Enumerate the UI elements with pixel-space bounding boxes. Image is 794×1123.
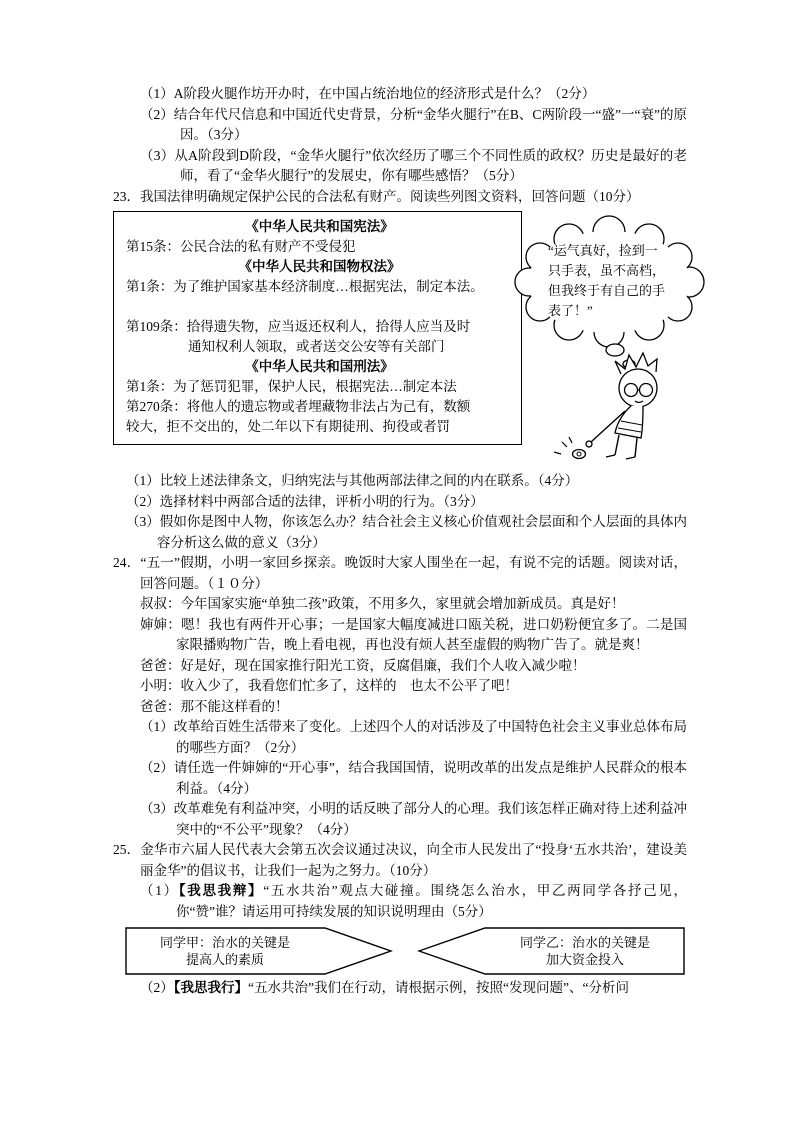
bubble-text: “运气真好，捡到一只手表，虽不高档，但我终于有自己的手表了！” [548,243,666,318]
debate-callouts [113,927,687,975]
student-b-callout [417,927,685,975]
cartoon-boy-figure [543,342,693,467]
law-excerpt-box [113,211,522,445]
q24-sub2: （2）请任选一件婶婶的“开心事”，结合我国国情，说明改革的出发点是维护人民群众的根本利益。（4分） [140,760,687,796]
student-a-callout [125,927,393,975]
q25-sub2 [113,978,687,999]
q24-sub1: （1）改革给百姓生活带来了变化。上述四个人的对话涉及了中国特色社会主义事业总体布局的哪些方面？（2分） [140,719,687,755]
student-b-text [485,927,685,975]
student-a-line1: 同学甲：治水的关键是 [159,935,290,950]
q25-intro: 25．金华市六届人民代表大会第五次会议通过决议，向全市人民发出了“投身‘五水共治’，建设美丽金华”的倡议书，让我们一起为之努力。（10分） [113,842,687,878]
law-article-109-line2: 通知权利人领取，或者送交公安等有关部门 [188,339,445,354]
q24-intro: 24．“五一”假期，小明一家回乡探亲。晚饭时大家人围坐在一起，有说不完的话题。阅读对话，回答问题。（１０分） [113,555,687,591]
q25-sub2-tag: 【我思我行】 [173,980,248,995]
q23-sub2: （2）选择材料中两部合适的法律，评析小明的行为。（3分） [126,493,484,509]
q25-sub1 [113,881,687,922]
q24-dialogue-xiaoming: 小明：收入少了，我看您们忙多了，这样的 也太不公平了吧！ [140,678,518,693]
law-article-1-criminal: 第1条：为了惩罚犯罪，保护人民，根据宪法…制定本法 [126,379,457,394]
law-title-property-law: 《中华人民共和国物权法》 [238,259,401,274]
q24-sub3: （3）改革难免有利益冲突，小明的话反映了部分人的心理。我们该怎样正确对待上述利益冲突中的“不公平”现象？（4分） [140,801,687,837]
q25-sub2-text: “五水共治”我们在行动，请根据示例，按照“发现问题”、“分析问 [248,980,629,995]
law-article-109-line1: 第109条：拾得遗失物，应当返还权利人，拾得人应当及时 [126,319,471,334]
q22-sub2: （2）结合年代尺信息和中国近代史背景，分析“金华火腿行”在B、C两阶段一“盛”一“衰”的原因。（3分） [140,106,687,142]
q22-sub1: （1）A阶段火腿作坊开办时，在中国占统治地位的经济形式是什么？（2分） [140,86,596,101]
q25-sub1-tag: 【我思我辩】 [178,883,264,898]
student-a-text [125,927,325,975]
q23-sub3: （3）假如你是图中人物，你该怎么办？结合社会主义核心价值观社会层面和个人层面的具体内容分析这么做的意义（3分） [126,514,687,550]
student-a-line2: 提高人的素质 [185,952,264,967]
q25-sub1-text: “五水共治”观点大碰撞。围绕怎么治水，甲乙两同学各抒己见，你“赞”谁？请运用可持续发展的知识说明理由（5分） [176,883,688,919]
q24-dialogue-uncle: 叔叔：今年国家实施“单独二孩”政策，不用多久，家里就会增加新成员。真是好！ [140,596,625,611]
q24-dialogue-aunt: 婶婶：嗯！我也有两件开心事；一是国家大幅度减进口瓯关税，进口奶粉便宜多了。二是国家限播购物广告，晚上看电视，再也没有烦人甚至虚假的购物广告了。就是爽！ [140,616,687,652]
law-article-1-property: 第1条：为了维护国家基本经济制度…根据宪法，制定本法。 [126,279,484,294]
q24-dialogue-father-2: 爸爸：那不能这样看的！ [140,698,289,714]
q22-sub3: （3）从A阶段到D阶段，“金华火腿行”依次经历了哪三个不同性质的政权？历史是最好的老师，看了“金华火腿行”的发展史，你有哪些感悟？（5分） [140,147,687,183]
student-b-line1: 同学乙：治水的关键是 [519,935,650,950]
law-article-270-line1: 第270条：将他人的遗忘物或者埋藏物非法占为己有，数额 [126,399,471,414]
q23-sub1: （1）比较上述法律条文，归纳宪法与其他两部法律之间的内在联系。（4分） [126,473,579,488]
law-title-criminal-law: 《中华人民共和国刑法》 [245,359,394,374]
q25-sub2-number: （2） [140,980,174,995]
law-article-270-line2: 较大，拒不交出的，处二年以下有期徒刑、拘役或者罚 [126,419,450,434]
law-title-constitution: 《中华人民共和国宪法》 [245,219,394,234]
q25-sub1-number: （1） [140,883,179,898]
q23-intro: 23．我国法律明确规定保护公民的合法私有财产。阅读些列图文资料，回答问题（10分） [113,188,640,204]
law-article-15: 第15条：公民合法的私有财产不受侵犯 [126,239,356,254]
student-b-line2: 加大资金投入 [545,952,624,967]
boy-with-watch-icon [543,342,693,467]
q24-dialogue-father-1: 爸爸：好是好，现在国家推行阳光工资，反腐倡廉，我们个人收入减少啦！ [140,657,586,673]
